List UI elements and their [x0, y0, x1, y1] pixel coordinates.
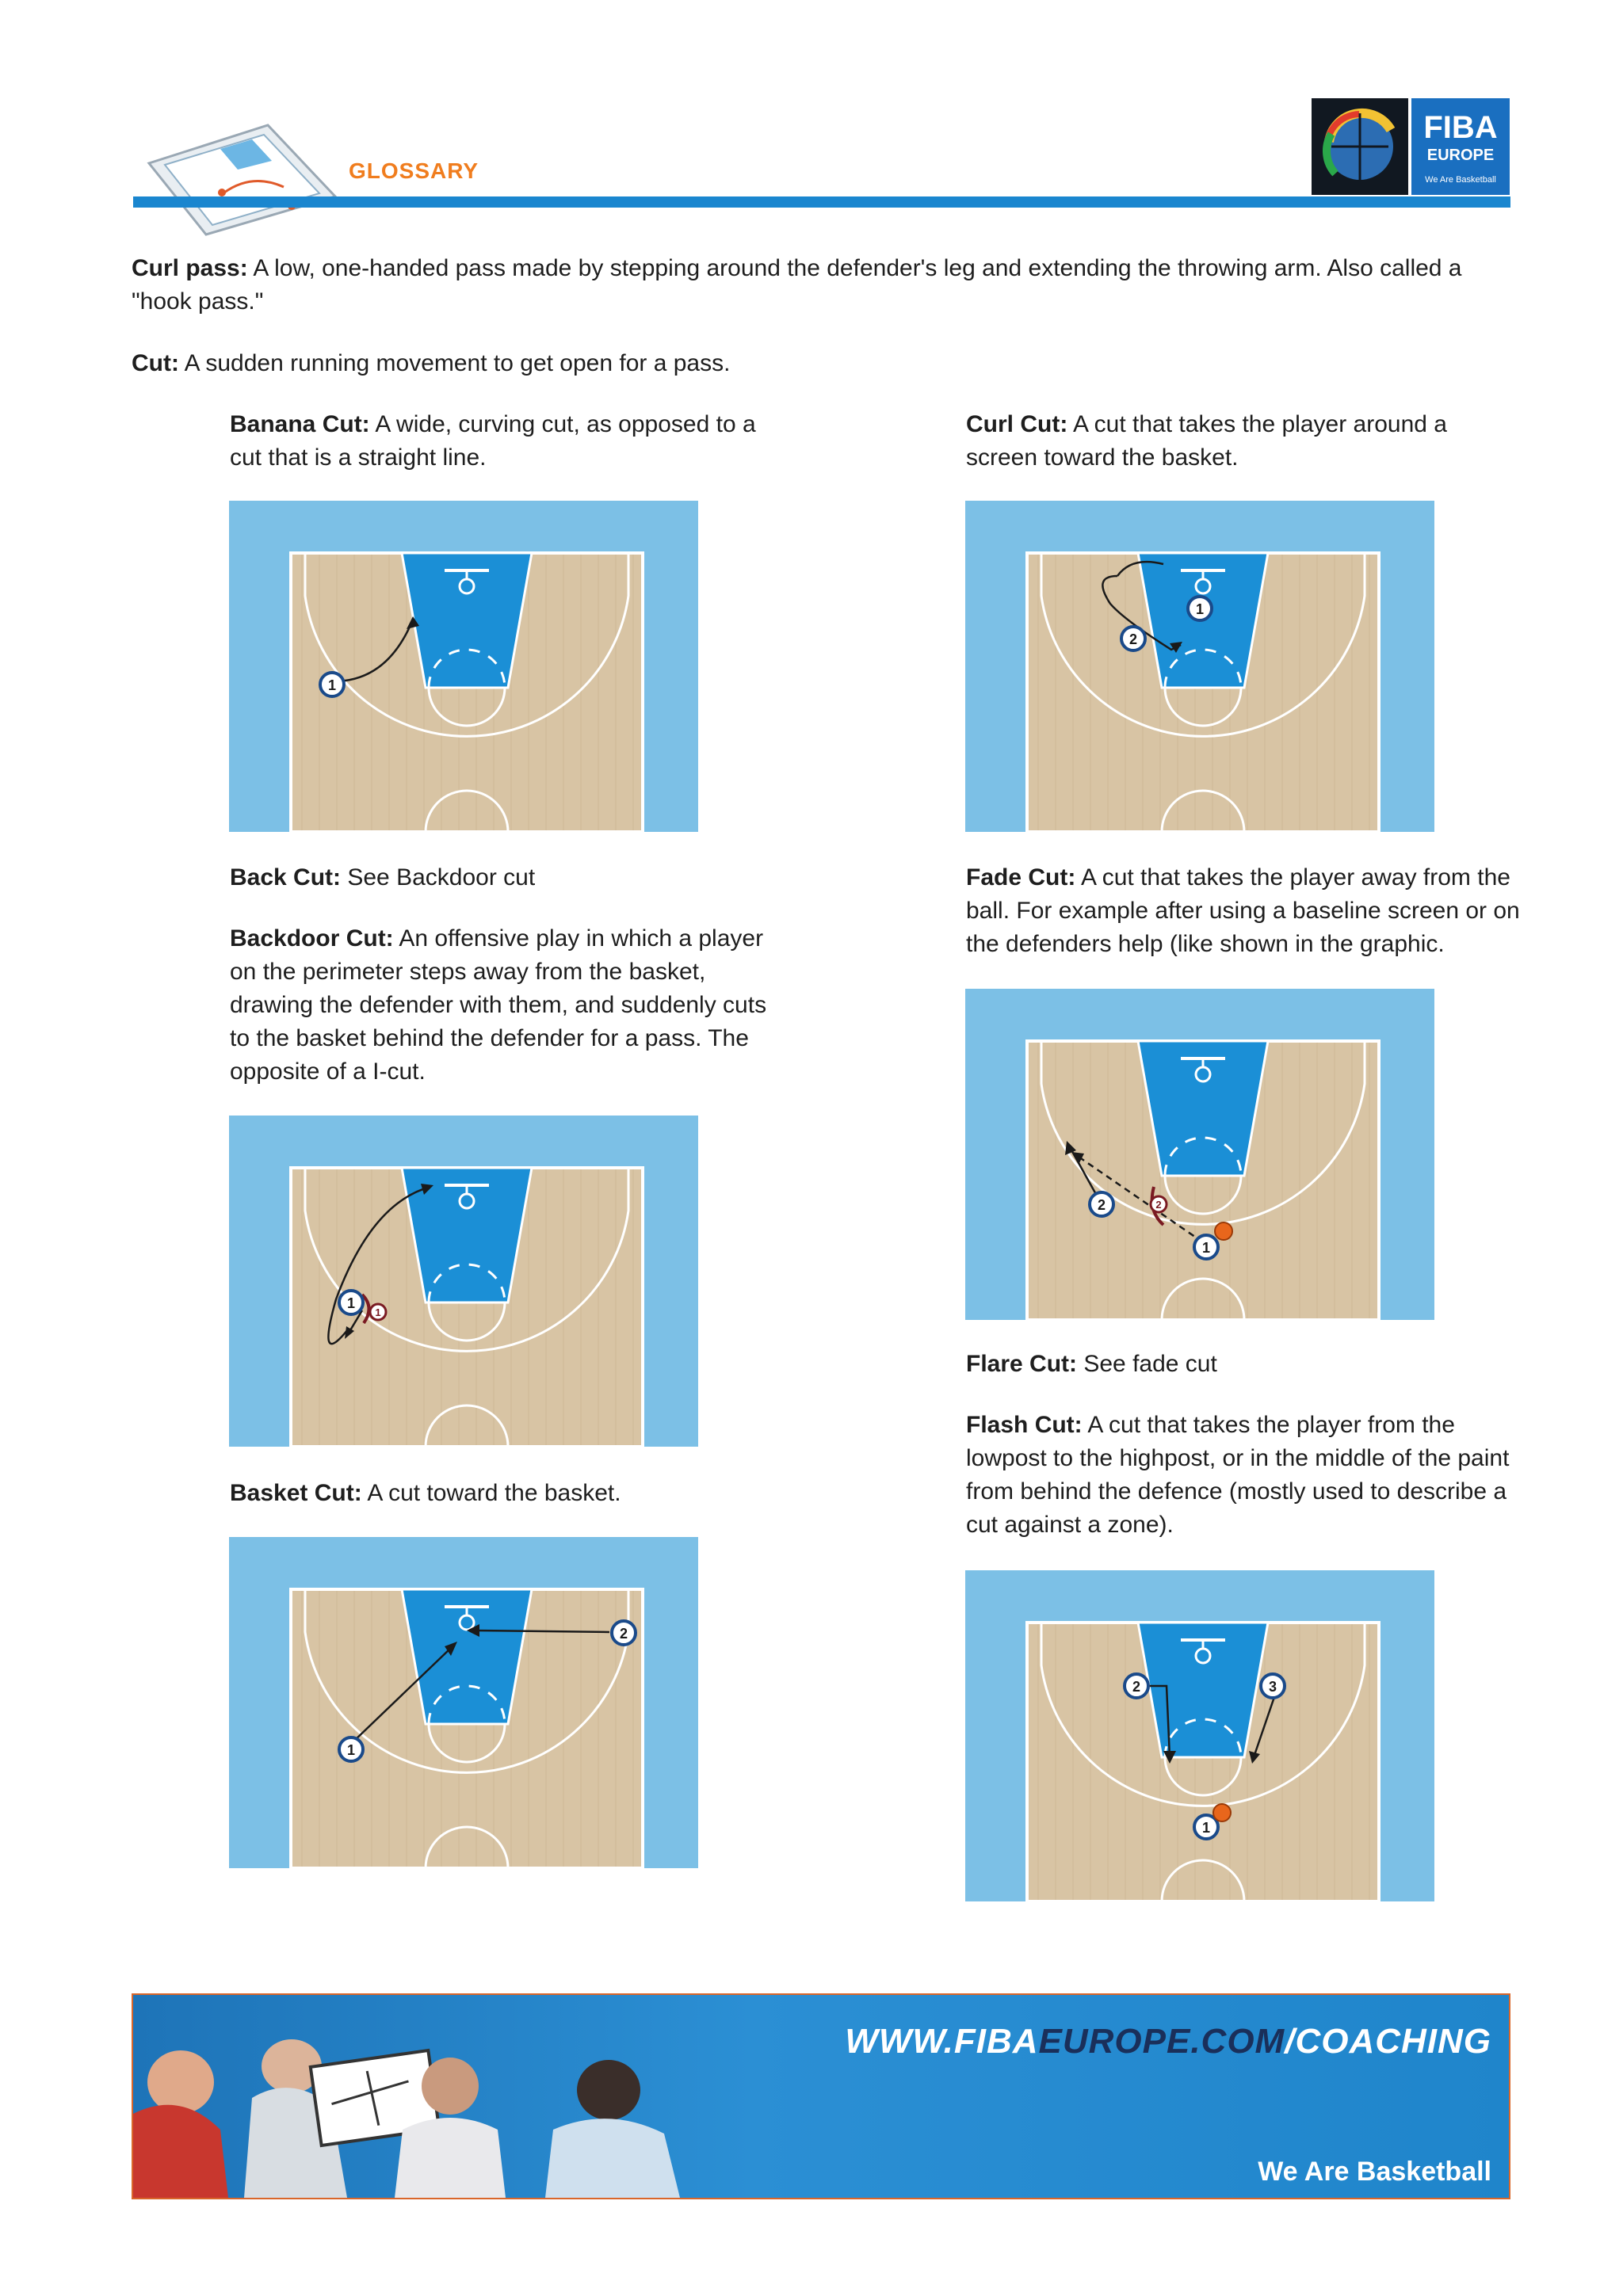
- svg-text:1: 1: [327, 677, 337, 693]
- court-background: [229, 1116, 698, 1447]
- svg-text:1: 1: [1201, 1820, 1211, 1836]
- entry-fade-cut: [966, 861, 1521, 961]
- logo-brand: FIBA: [1423, 110, 1498, 145]
- footer-banner: [132, 1993, 1510, 2199]
- fiba-europe-logo: [1312, 98, 1510, 195]
- clipboard-icon: [133, 117, 347, 236]
- svg-text:2: 2: [1155, 1199, 1162, 1211]
- player-marker: [1194, 1815, 1218, 1839]
- defender-marker: [370, 1304, 386, 1320]
- diagram-flash-cut: [965, 1570, 1434, 1901]
- court-diagram: [229, 501, 698, 832]
- player-marker: [1125, 1674, 1148, 1698]
- logo-region: EUROPE: [1426, 147, 1495, 164]
- court-background: [965, 989, 1434, 1320]
- logo-slogan: We Are Basketball: [1425, 175, 1496, 185]
- player-marker: [339, 1737, 363, 1761]
- footer-url[interactable]: [845, 2022, 1491, 2061]
- section-label: GLOSSARY: [349, 158, 479, 183]
- diagram-backdoor-cut: [229, 1116, 698, 1447]
- basketball-icon: [1215, 1222, 1232, 1240]
- svg-text:1: 1: [375, 1306, 381, 1318]
- entry-text: An offensive play in which a player on the perimeter steps away from the basket, drawing the defender with them, and suddenly cuts to the basket behind the defender for a pass. The opposite of a I-cut.: [230, 925, 767, 1085]
- entry-text: A low, one-handed pass made by stepping around the defender's leg and extending the throwing arm. Also called a "hook pass.": [132, 255, 1462, 315]
- basketball-icon: [1213, 1804, 1231, 1821]
- defender-marker: [1151, 1196, 1167, 1212]
- entry-term: Curl pass:: [132, 255, 248, 281]
- entry-text: A cut that takes the player around a screen toward the basket.: [966, 411, 1447, 471]
- diagram-fade-cut: [965, 989, 1434, 1320]
- court-diagram: [965, 989, 1434, 1320]
- diagram-banana-cut: [229, 501, 698, 832]
- footer-url-part1: WWW.FIBA: [845, 2022, 1039, 2061]
- entry-term: Fade Cut:: [966, 864, 1076, 891]
- entry-term: Banana Cut:: [230, 411, 370, 437]
- entry-text: See fade cut: [1077, 1351, 1217, 1377]
- svg-text:2: 2: [619, 1626, 628, 1642]
- footer-tagline: We Are Basketball: [1258, 2157, 1491, 2187]
- player-marker: [1261, 1674, 1285, 1698]
- entry-term: Backdoor Cut:: [230, 925, 394, 952]
- entry-term: Cut:: [132, 350, 179, 376]
- court-background: [965, 501, 1434, 832]
- svg-text:2: 2: [1097, 1197, 1106, 1213]
- svg-text:1: 1: [346, 1295, 356, 1311]
- svg-text:2: 2: [1132, 1679, 1141, 1695]
- entry-text: See Backdoor cut: [341, 864, 536, 891]
- court-background: [229, 501, 698, 832]
- court-diagram: [229, 1537, 698, 1868]
- entry-backdoor-cut: [230, 922, 792, 1089]
- court-diagram: [229, 1116, 698, 1447]
- player-marker: [1090, 1192, 1113, 1216]
- entry-cut: [132, 347, 1510, 380]
- entry-term: Flash Cut:: [966, 1412, 1083, 1438]
- entry-text: A wide, curving cut, as opposed to a cut that is a straight line.: [230, 411, 756, 471]
- entry-flash-cut: [966, 1409, 1521, 1542]
- footer-url-part3: /COACHING: [1285, 2022, 1491, 2061]
- court-background: [965, 1570, 1434, 1901]
- entry-curl-pass: [132, 252, 1510, 318]
- court-background: [229, 1537, 698, 1868]
- player-marker: [339, 1291, 363, 1314]
- court-diagram: [965, 501, 1434, 832]
- svg-text:1: 1: [1195, 601, 1205, 617]
- entry-back-cut: [230, 861, 792, 894]
- entry-text: A cut that takes the player from the lowpost to the highpost, or in the middle of the paint from behind the defence (mostly used to describe a cut against a zone).: [966, 1412, 1510, 1538]
- entry-basket-cut: [230, 1477, 792, 1510]
- entry-term: Basket Cut:: [230, 1480, 362, 1506]
- entry-curl-cut: [966, 408, 1521, 475]
- entry-text: A cut toward the basket.: [361, 1480, 621, 1506]
- entry-banana-cut: [230, 408, 792, 475]
- svg-text:1: 1: [346, 1742, 356, 1758]
- player-marker: [1194, 1235, 1218, 1259]
- header-divider: [133, 196, 1510, 208]
- player-marker: [320, 673, 344, 696]
- entry-term: Back Cut:: [230, 864, 342, 891]
- entry-text: A sudden running movement to get open for a pass.: [178, 350, 731, 376]
- entry-flare-cut: [966, 1348, 1521, 1381]
- footer-url-part2: EUROPE.COM: [1038, 2022, 1285, 2061]
- svg-text:1: 1: [1201, 1240, 1211, 1256]
- player-marker: [612, 1621, 636, 1645]
- player-marker: [1188, 597, 1212, 620]
- player-marker: [1121, 627, 1145, 650]
- entry-term: Curl Cut:: [966, 411, 1068, 437]
- svg-text:3: 3: [1268, 1679, 1277, 1695]
- diagram-curl-cut: [965, 501, 1434, 832]
- entry-text: A cut that takes the player away from the ball. For example after using a baseline screen or on the defenders help (like shown in the graphic.: [966, 864, 1520, 957]
- svg-text:2: 2: [1128, 631, 1138, 647]
- entry-term: Flare Cut:: [966, 1351, 1078, 1377]
- court-diagram: [965, 1570, 1434, 1901]
- diagram-basket-cut: [229, 1537, 698, 1868]
